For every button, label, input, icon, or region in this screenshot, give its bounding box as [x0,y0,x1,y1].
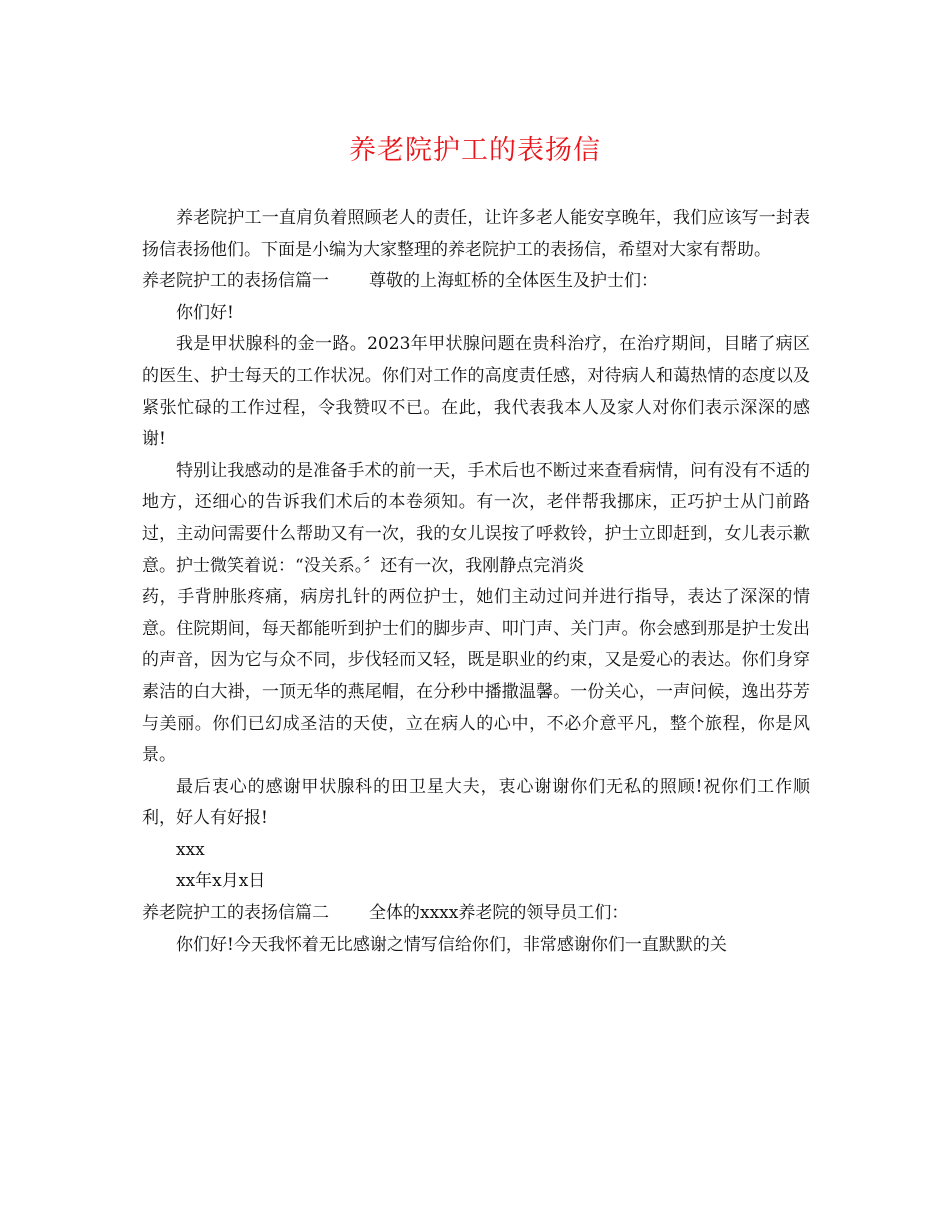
letter2-heading: 养老院护工的表扬信篇二 [142,903,329,924]
letter1-heading: 养老院护工的表扬信篇一 [142,271,329,292]
letter2-salutation: 全体的xxxx养老院的领导员工们： [369,903,629,924]
letter1-paragraph-1: 我是甲状腺科的金一路。2023年甲状腺问题在贵科治疗，在治疗期间，目睹了病区的医生、护士每天的工作状况。你们对工作的高度责任感，对待病人和蔼热情的态度以及紧张忙碌的工作过程，令我赞叹不已。在此，我代表我本人及家人对你们表示深深的感谢! [142,334,810,450]
letter2-first-paragraph: 你们好!今天我怀着无比感谢之情写信给你们，非常感谢你们一直默默的关 [176,934,727,955]
intro-paragraph: 养老院护工一直肩负着照顾老人的责任，让许多老人能安享晚年，我们应该写一封表扬信表扬他们。下面是小编为大家整理的养老院护工的表扬信，希望对大家有帮助。 [142,208,810,260]
letter2-heading-line [142,898,810,930]
document-body [142,203,810,961]
letter1-signature: xxx [176,839,205,860]
letter1-greeting: 你们好! [176,302,234,323]
letter1-salutation: 尊敬的上海虹桥的全体医生及护士们： [369,271,658,292]
letter1-paragraph-2: 特别让我感动的是准备手术的前一天，手术后也不断过来查看病情，问有没有不适的地方，还细心的告诉我们术后的本卷须知。有一次，老伴帮我挪床，正巧护士从门前路过，主动问需要什么帮助又有一次，我的女儿误按了呼救铃，护士立即赶到，女儿表示歉意。护士微笑着说：“没关系。〞还有一次，我刚静点完消炎 [142,460,810,576]
letter1-paragraph-3: 药，手背肿胀疼痛，病房扎针的两位护士，她们主动过问并进行指导，表达了深深的情意。住院期间，每天都能听到护士们的脚步声、叩门声、关门声。你会感到那是护士发出的声音，因为它与众不同，步伐轻而又轻，既是职业的约束，又是爱心的表达。你们身穿素洁的白大褂，一顶无华的燕尾帽，在分秒中播撒温馨。一份关心，一声问候，逸出芬芳与美丽。你们已幻成圣洁的天使，立在病人的心中，不必介意平凡，整个旅程，你是风景。 [142,587,810,766]
letter1-heading-line [142,266,810,298]
letter1-paragraph-4: 最后衷心的感谢甲状腺科的田卫星大夫，衷心谢谢你们无私的照顾!祝你们工作顺利，好人有好报! [142,776,810,829]
letter1-date: xx年x月x日 [176,871,266,892]
document-title: 养老院护工的表扬信 [349,135,601,166]
